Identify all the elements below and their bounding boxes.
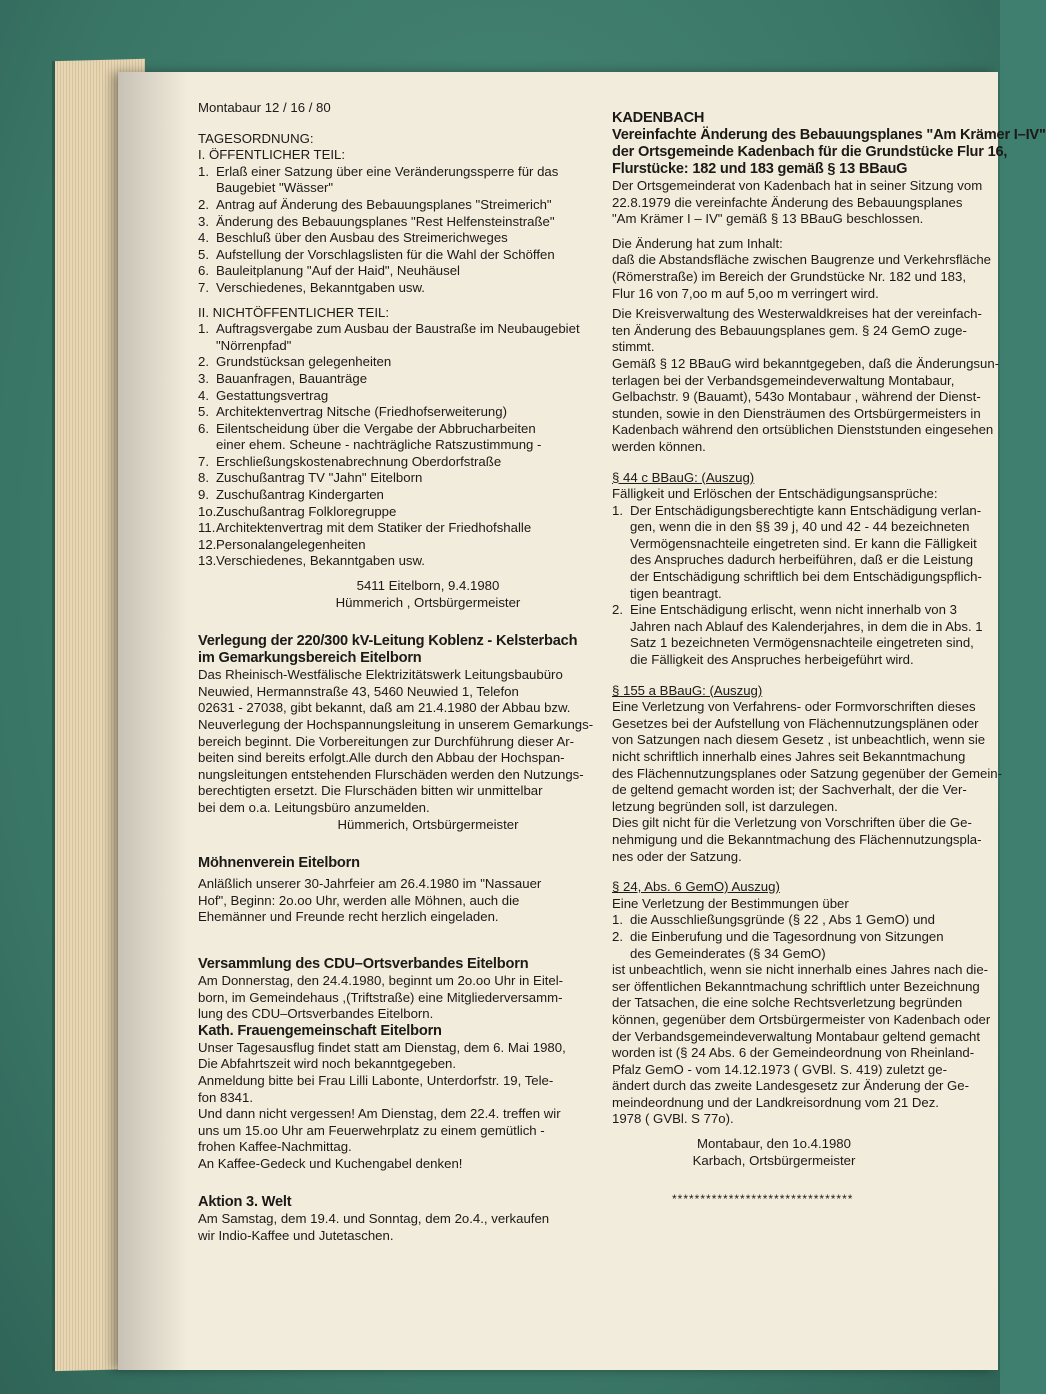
agenda-item [198, 371, 598, 388]
body-line: terlagen bei der Verbandsgemeindeverwaltung Montabaur, [612, 372, 955, 388]
agenda-item [198, 247, 598, 264]
agenda-item-line: 1. Erlaß einer Satzung über eine Veränderungssperre für das [198, 163, 559, 179]
agenda-item-number: 2. [198, 196, 209, 212]
body-line: Neuverlegung der Hochspannungsleitung in unserem Gemarkungs- [198, 717, 594, 732]
s44-heading: § 44 c BBauG: (Auszug) [612, 469, 755, 485]
s24-list [612, 912, 986, 962]
body-line: Unser Tagesausflug findet statt am Dienstag, dem 6. Mai 1980, [198, 1039, 566, 1055]
agenda-item-number: 1. [198, 163, 209, 179]
body-line: werden können. [612, 438, 706, 454]
body-line: Die Änderung hat zum Inhalt: [612, 235, 783, 251]
body-line: Am Samstag, dem 19.4. und Sonntag, dem 2o.4., verkaufen [198, 1211, 550, 1227]
welt-body [198, 1211, 598, 1244]
agenda-item [198, 520, 598, 537]
agenda-item [198, 388, 598, 405]
body-line: nehmigung und die Bekanntmachung des Flächennutzungspla- [612, 831, 982, 847]
kadenbach-paragraph-2 [612, 235, 992, 302]
body-line: ändert durch das zweite Landesgesetz zur Änderung der Ge- [612, 1078, 970, 1094]
body-line: nicht schriftlich innerhalb eines Jahres seit Bekanntmachung [612, 749, 966, 764]
agenda-item-number: 13. [198, 553, 217, 569]
law-item-number: 1. [612, 912, 623, 928]
kv-body [198, 667, 598, 816]
kadenbach-title-2: der Ortsgemeinde Kadenbach für die Grundstücke Flur 16, [612, 144, 1008, 160]
public-section-title: I. ÖFFENTLICHER TEIL: [198, 147, 346, 163]
body-line: 22.8.1979 die vereinfachte Änderung des Bebauungsplanes [612, 194, 963, 210]
body-line: von Satzungen nach diesem Gesetz , ist unbeachtlich, wenn sie [612, 732, 986, 748]
agenda-item-number: 2. [198, 354, 209, 370]
body-line: Der Ortsgemeinderat von Kadenbach hat in seiner Sitzung vom [612, 178, 983, 193]
agenda-item-number: 12. [198, 536, 217, 552]
body-line: der Verbandsgemeindeverwaltung Montabaur geltend gemacht [612, 1028, 981, 1044]
body-line: (Römerstraße) im Bereich der Grundstücke Nr. 182 und 183, [612, 268, 967, 284]
agenda-item [198, 230, 598, 247]
body-line: können, gegenüber dem Ortsbürgermeister von Kadenbach oder [612, 1011, 991, 1027]
agenda-item-line: 4. Beschluß über den Ausbau des Streimerichweges [198, 230, 508, 246]
law-item-line: Satz 1 bezeichneten Vermögensnachteile eingetreten sind, [630, 635, 974, 651]
body-line: stunden, sowie in den Diensträumen des Ortsbürgermeisters in [612, 405, 981, 421]
right-signature-name: Karbach, Ortsbürgermeister [692, 1152, 856, 1168]
body-line: Flur 16 von 7,oo m auf 5,oo m verringert wird. [612, 285, 879, 301]
agenda-item-line: 2. Antrag auf Änderung des Bebauungsplanes "Streimerich" [198, 196, 552, 212]
kadenbach-paragraph-4 [612, 355, 1000, 456]
body-line: Die Abfahrtszeit wird noch bekanntgegeben. [198, 1056, 457, 1072]
kadenbach-paragraph-1 [612, 178, 986, 228]
body-line: Dies gilt nicht für die Verletzung von Vorschriften über die Ge- [612, 815, 972, 831]
moehne-heading: Möhnenverein Eitelborn [198, 855, 360, 872]
body-line: de geltend gemacht worden ist; der Sachverhalt, der die Ver- [612, 782, 967, 798]
agenda-item-line: 3. Bauanfragen, Bauanträge [198, 370, 368, 386]
agenda-item-number: 5. [198, 404, 209, 420]
agenda-item-number: 3. [198, 213, 209, 229]
body-line: 1978 ( GVBl. S 77o). [612, 1111, 734, 1127]
body-line: frohen Kaffee-Nachmittag. [198, 1139, 352, 1155]
kadenbach-title-1: Vereinfachte Änderung des Bebauungsplanes "Am Krämer I–IV" [612, 127, 1046, 143]
private-agenda-list [198, 321, 598, 570]
agenda-item-line: 3. Änderung des Bebauungsplanes "Rest Helfensteinstraße" [198, 213, 555, 229]
law-item [612, 912, 986, 929]
body-line: born, im Gemeindehaus ,(Triftstraße) eine Mitgliederversamm- [198, 989, 563, 1005]
agenda-item-number: 1. [198, 321, 209, 337]
body-line: "Am Krämer I – IV" gemäß § 13 BBauG beschlossen. [612, 211, 924, 227]
body-line: letzung begründen soll, ist darzulegen. [612, 798, 838, 814]
s44-list [612, 503, 986, 669]
body-line: Anläßlich unserer 30-Jahrfeier am 26.4.1980 im "Nassauer [198, 876, 542, 892]
agenda-item [198, 321, 598, 354]
body-line: bei dem o.a. Leitungsbüro anzumelden. [198, 799, 430, 815]
agenda-item [198, 164, 598, 197]
cdu-heading: Versammlung des CDU–Ortsverbandes Eitelborn [198, 955, 529, 972]
agenda-item [198, 214, 598, 231]
separator-stars: ******************************** [672, 1192, 854, 1207]
agenda-item-line: einer ehem. Scheune - nachträgliche Ratszustimmung - [216, 437, 542, 453]
body-line: des Flächennutzungsplanes oder Satzung gegenüber der Gemein- [612, 765, 1003, 781]
agenda-item-line: 5. Architektenvertrag Nitsche (Friedhofserweiterung) [198, 404, 507, 420]
law-item-line: tigen beantragt. [630, 585, 722, 601]
agenda-item-line: 6. Bauleitplanung "Auf der Haid", Neuhäusel [198, 263, 460, 279]
body-line: wir Indio-Kaffee und Jutetaschen. [198, 1228, 394, 1244]
signature-place-date: 5411 Eitelborn, 9.4.1980 [356, 578, 500, 594]
agenda-item-number: 4. [198, 230, 209, 246]
law-item-number: 2. [612, 928, 623, 944]
s155-heading: § 155 a BBauG: (Auszug) [612, 682, 763, 698]
agenda-item [198, 421, 598, 454]
agenda-item-number: 4. [198, 387, 209, 403]
agenda-item-line: 7. Verschiedenes, Bekanntgaben usw. [198, 279, 425, 295]
body-line: Pfalz GemO - vom 14.12.1973 ( GVBl. S. 419) zuletzt ge- [612, 1061, 947, 1077]
body-line: 02631 - 27038, gibt bekannt, daß am 21.4.1980 der Abbau bzw. [198, 700, 571, 716]
agenda-item [198, 537, 598, 554]
body-line: Gesetzes bei der Aufstellung von Flächennutzungsplänen oder [612, 715, 979, 731]
body-line: Eine Verletzung von Verfahrens- oder Formvorschriften dieses [612, 699, 976, 715]
agenda-item [198, 263, 598, 280]
body-line: daß die Abstandsfläche zwischen Baugrenze und Verkehrsfläche [612, 252, 992, 268]
agenda-item-number: 9. [198, 487, 209, 503]
body-line: Gemäß § 12 BBauG wird bekanntgegeben, daß die Änderungsun- [612, 355, 1000, 371]
s24-body [612, 962, 991, 1128]
body-line: Das Rheinisch-Westfälische Elektrizitätswerk Leitungsbaubüro [198, 667, 563, 683]
body-line: fon 8341. [198, 1089, 253, 1105]
law-item-line: Jahren nach Ablauf des Kalenderjahres, in dem die in Abs. 1 [630, 618, 983, 634]
law-item-line: des Gemeinderates (§ 34 GemO) [630, 945, 826, 961]
agenda-item [198, 553, 598, 570]
body-line: worden ist (§ 24 Abs. 6 der Gemeindeordnung von Rheinland- [612, 1045, 975, 1061]
law-item-line: gen, wenn die in den §§ 39 j, 40 und 42 - 44 bezeichneten [630, 519, 970, 535]
law-item-line: des Anspruches dadurch herbeiführen, daß er die Leistung [630, 552, 974, 568]
body-line: ten Änderung des Bebauungsplanes gem. § 24 GemO zuge- [612, 322, 967, 338]
law-item-number: 2. [612, 602, 623, 618]
document-page [118, 72, 1046, 1370]
agenda-item-number: 1o. [198, 503, 217, 519]
signature-name: Hümmerich , Ortsbürgermeister [335, 594, 521, 610]
law-item [612, 503, 986, 603]
body-line: Und dann nicht vergessen! Am Dienstag, dem 22.4. treffen wir [198, 1106, 561, 1122]
kv-heading-line-2: im Gemarkungsbereich Eitelborn [198, 650, 422, 667]
agenda-item-line: Baugebiet "Wässer" [216, 180, 334, 196]
s24-intro: Eine Verletzung der Bestimmungen über [612, 895, 849, 911]
law-item-line: der Entschädigung schriftlich bei dem Entschädigungspflich- [630, 569, 982, 585]
agenda-item-number: 7. [198, 453, 209, 469]
agenda-item-line: 5. Aufstellung der Vorschlagslisten für die Wahl der Schöffen [198, 246, 555, 262]
law-item [612, 602, 986, 668]
right-signature [612, 1136, 986, 1169]
body-line: Neuwied, Hermannstraße 43, 5460 Neuwied 1, Telefon [198, 683, 519, 699]
welt-heading: Aktion 3. Welt [198, 1194, 292, 1211]
law-item-line: 2. Eine Entschädigung erlischt, wenn nicht innerhalb von 3 [612, 602, 957, 618]
law-item-number: 1. [612, 502, 623, 518]
agenda-item-line: 6. Eilentscheidung über die Vergabe der Abbrucharbeiten [198, 420, 536, 436]
left-column [198, 100, 598, 1245]
agenda-item [198, 354, 598, 371]
frauen-heading: Kath. Frauengemeinschaft Eitelborn [198, 1022, 442, 1039]
body-line: lung des CDU–Ortsverbandes Eitelborn. [198, 1006, 434, 1022]
body-line: Anmeldung bitte bei Frau Lilli Labonte, Unterdorfstr. 19, Tele- [198, 1072, 554, 1088]
kadenbach-header: KADENBACH [612, 110, 705, 126]
body-line: ist unbeachtlich, wenn sie nicht innerhalb eines Jahres nach die- [612, 962, 989, 978]
body-line: nungsleitungen entstehenden Flurschäden werden den Nutzungs- [198, 766, 584, 782]
public-agenda-list [198, 164, 598, 297]
agenda-item-number: 6. [198, 420, 209, 436]
agenda-item-line: 1o.Zuschußantrag Folkloregruppe [198, 503, 397, 519]
body-line: bereich beginnt. Die Vorbereitungen zur Durchführung dieser Ar- [198, 733, 575, 749]
private-section-title: II. NICHTÖFFENTLICHER TEIL: [198, 304, 389, 320]
body-line: Am Donnerstag, den 24.4.1980, beginnt um 2o.oo Uhr in Eitel- [198, 972, 564, 988]
law-item [612, 929, 986, 962]
law-item-line: die Fälligkeit des Anspruches herbeigeführt wird. [630, 652, 914, 668]
agenda-item-number: 6. [198, 263, 209, 279]
body-line: Gelbachstr. 9 (Bauamt), 543o Montabaur , während der Dienst- [612, 389, 981, 405]
body-line: Hof", Beginn: 2o.oo Uhr, werden alle Möhnen, auch die [198, 892, 520, 908]
body-line: der Tatsachen, die eine solche Rechtsverletzung begründen [612, 995, 963, 1011]
body-line: ser öffentlichen Bekanntmachung schriftlich unter Bezeichnung [612, 978, 980, 994]
agenda-item-number: 11. [198, 520, 216, 536]
body-line: berechtigten ersetzt. Die Flurschäden bitten wir unmittelbar [198, 783, 543, 799]
agenda-item-line: 8. Zuschußantrag TV "Jahn" Eitelborn [198, 470, 423, 486]
kv-signature: Hümmerich, Ortsbürgermeister [337, 816, 519, 832]
body-line: uns um 15.oo Uhr am Feuerwehrplatz zu einem gemütlich - [198, 1122, 545, 1138]
cdu-body [198, 973, 598, 1023]
frauen-body [198, 1040, 598, 1173]
agenda-item [198, 454, 598, 471]
signature-block [198, 578, 598, 611]
body-line: Die Kreisverwaltung des Westerwaldkreises hat der vereinfach- [612, 306, 982, 322]
body-line: Ehemänner und Freunde recht herzlich eingeladen. [198, 909, 499, 925]
moehne-body [198, 876, 598, 926]
body-line: meindeordnung und der Landkreisordnung vom 21 Dez. [612, 1094, 939, 1110]
agenda-item [198, 470, 598, 487]
agenda-item-line: "Nörrenpfad" [216, 337, 292, 353]
kadenbach-title-3: Flurstücke: 182 und 183 gemäß § 13 BBauG [612, 161, 908, 177]
agenda-item [198, 280, 598, 297]
agenda-item-number: 7. [198, 279, 209, 295]
agenda-item [198, 487, 598, 504]
agenda-item [198, 404, 598, 421]
s44-intro: Fälligkeit und Erlöschen der Entschädigungsansprüche: [612, 486, 938, 502]
body-line: An Kaffee-Gedeck und Kuchengabel denken! [198, 1155, 463, 1171]
agenda-title: TAGESORDNUNG: [198, 130, 314, 146]
agenda-item-line: 2. Grundstücksan gelegenheiten [198, 354, 392, 370]
agenda-item-number: 3. [198, 370, 209, 386]
right-column [612, 110, 1046, 1208]
law-item-line: Vermögensnachteile eingetreten sind. Er kann die Fälligkeit [630, 535, 977, 551]
body-line: beiten sind bereits erfolgt.Alle durch den Abbau der Hochspan- [198, 750, 565, 766]
agenda-item-line: 11.Architektenvertrag mit dem Statiker der Friedhofshalle [198, 520, 532, 536]
agenda-item [198, 504, 598, 521]
agenda-item-line: 13.Verschiedenes, Bekanntgaben usw. [198, 553, 425, 569]
kv-heading-line-1: Verlegung der 220/300 kV-Leitung Koblenz - Kelsterbach [198, 633, 578, 650]
agenda-item-line: 4. Gestattungsvertrag [198, 387, 329, 403]
kadenbach-paragraph-3 [612, 306, 986, 356]
body-line: stimmt. [612, 339, 655, 355]
agenda-item-line: 7. Erschließungskostenabrechnung Oberdorfstraße [198, 453, 502, 469]
agenda-item-line: 12.Personalangelegenheiten [198, 536, 366, 552]
law-item-line: 1. Der Entschädigungsberechtigte kann Entschädigung verlan- [612, 502, 982, 518]
agenda-item-number: 5. [198, 246, 209, 262]
body-line: Kadenbach während den ortsüblichen Dienststunden eingesehen [612, 422, 994, 438]
law-item-line: 2. die Einberufung und die Tagesordnung von Sitzungen [612, 928, 944, 944]
body-line: nes oder der Satzung. [612, 848, 742, 864]
law-item-line: 1. die Ausschließungsgründe (§ 22 , Abs 1 GemO) und [612, 912, 935, 928]
agenda-item [198, 197, 598, 214]
agenda-item-line: 1. Auftragsvergabe zum Ausbau der Baustraße im Neubaugebiet [198, 321, 580, 337]
s24-heading: § 24, Abs. 6 GemO) Auszug) [612, 879, 780, 895]
right-signature-date: Montabaur, den 1o.4.1980 [697, 1136, 851, 1152]
page-header: Montabaur 12 / 16 / 80 [198, 100, 331, 115]
s155-body [612, 699, 1003, 865]
agenda-item-line: 9. Zuschußantrag Kindergarten [198, 487, 384, 503]
agenda-item-number: 8. [198, 470, 209, 486]
